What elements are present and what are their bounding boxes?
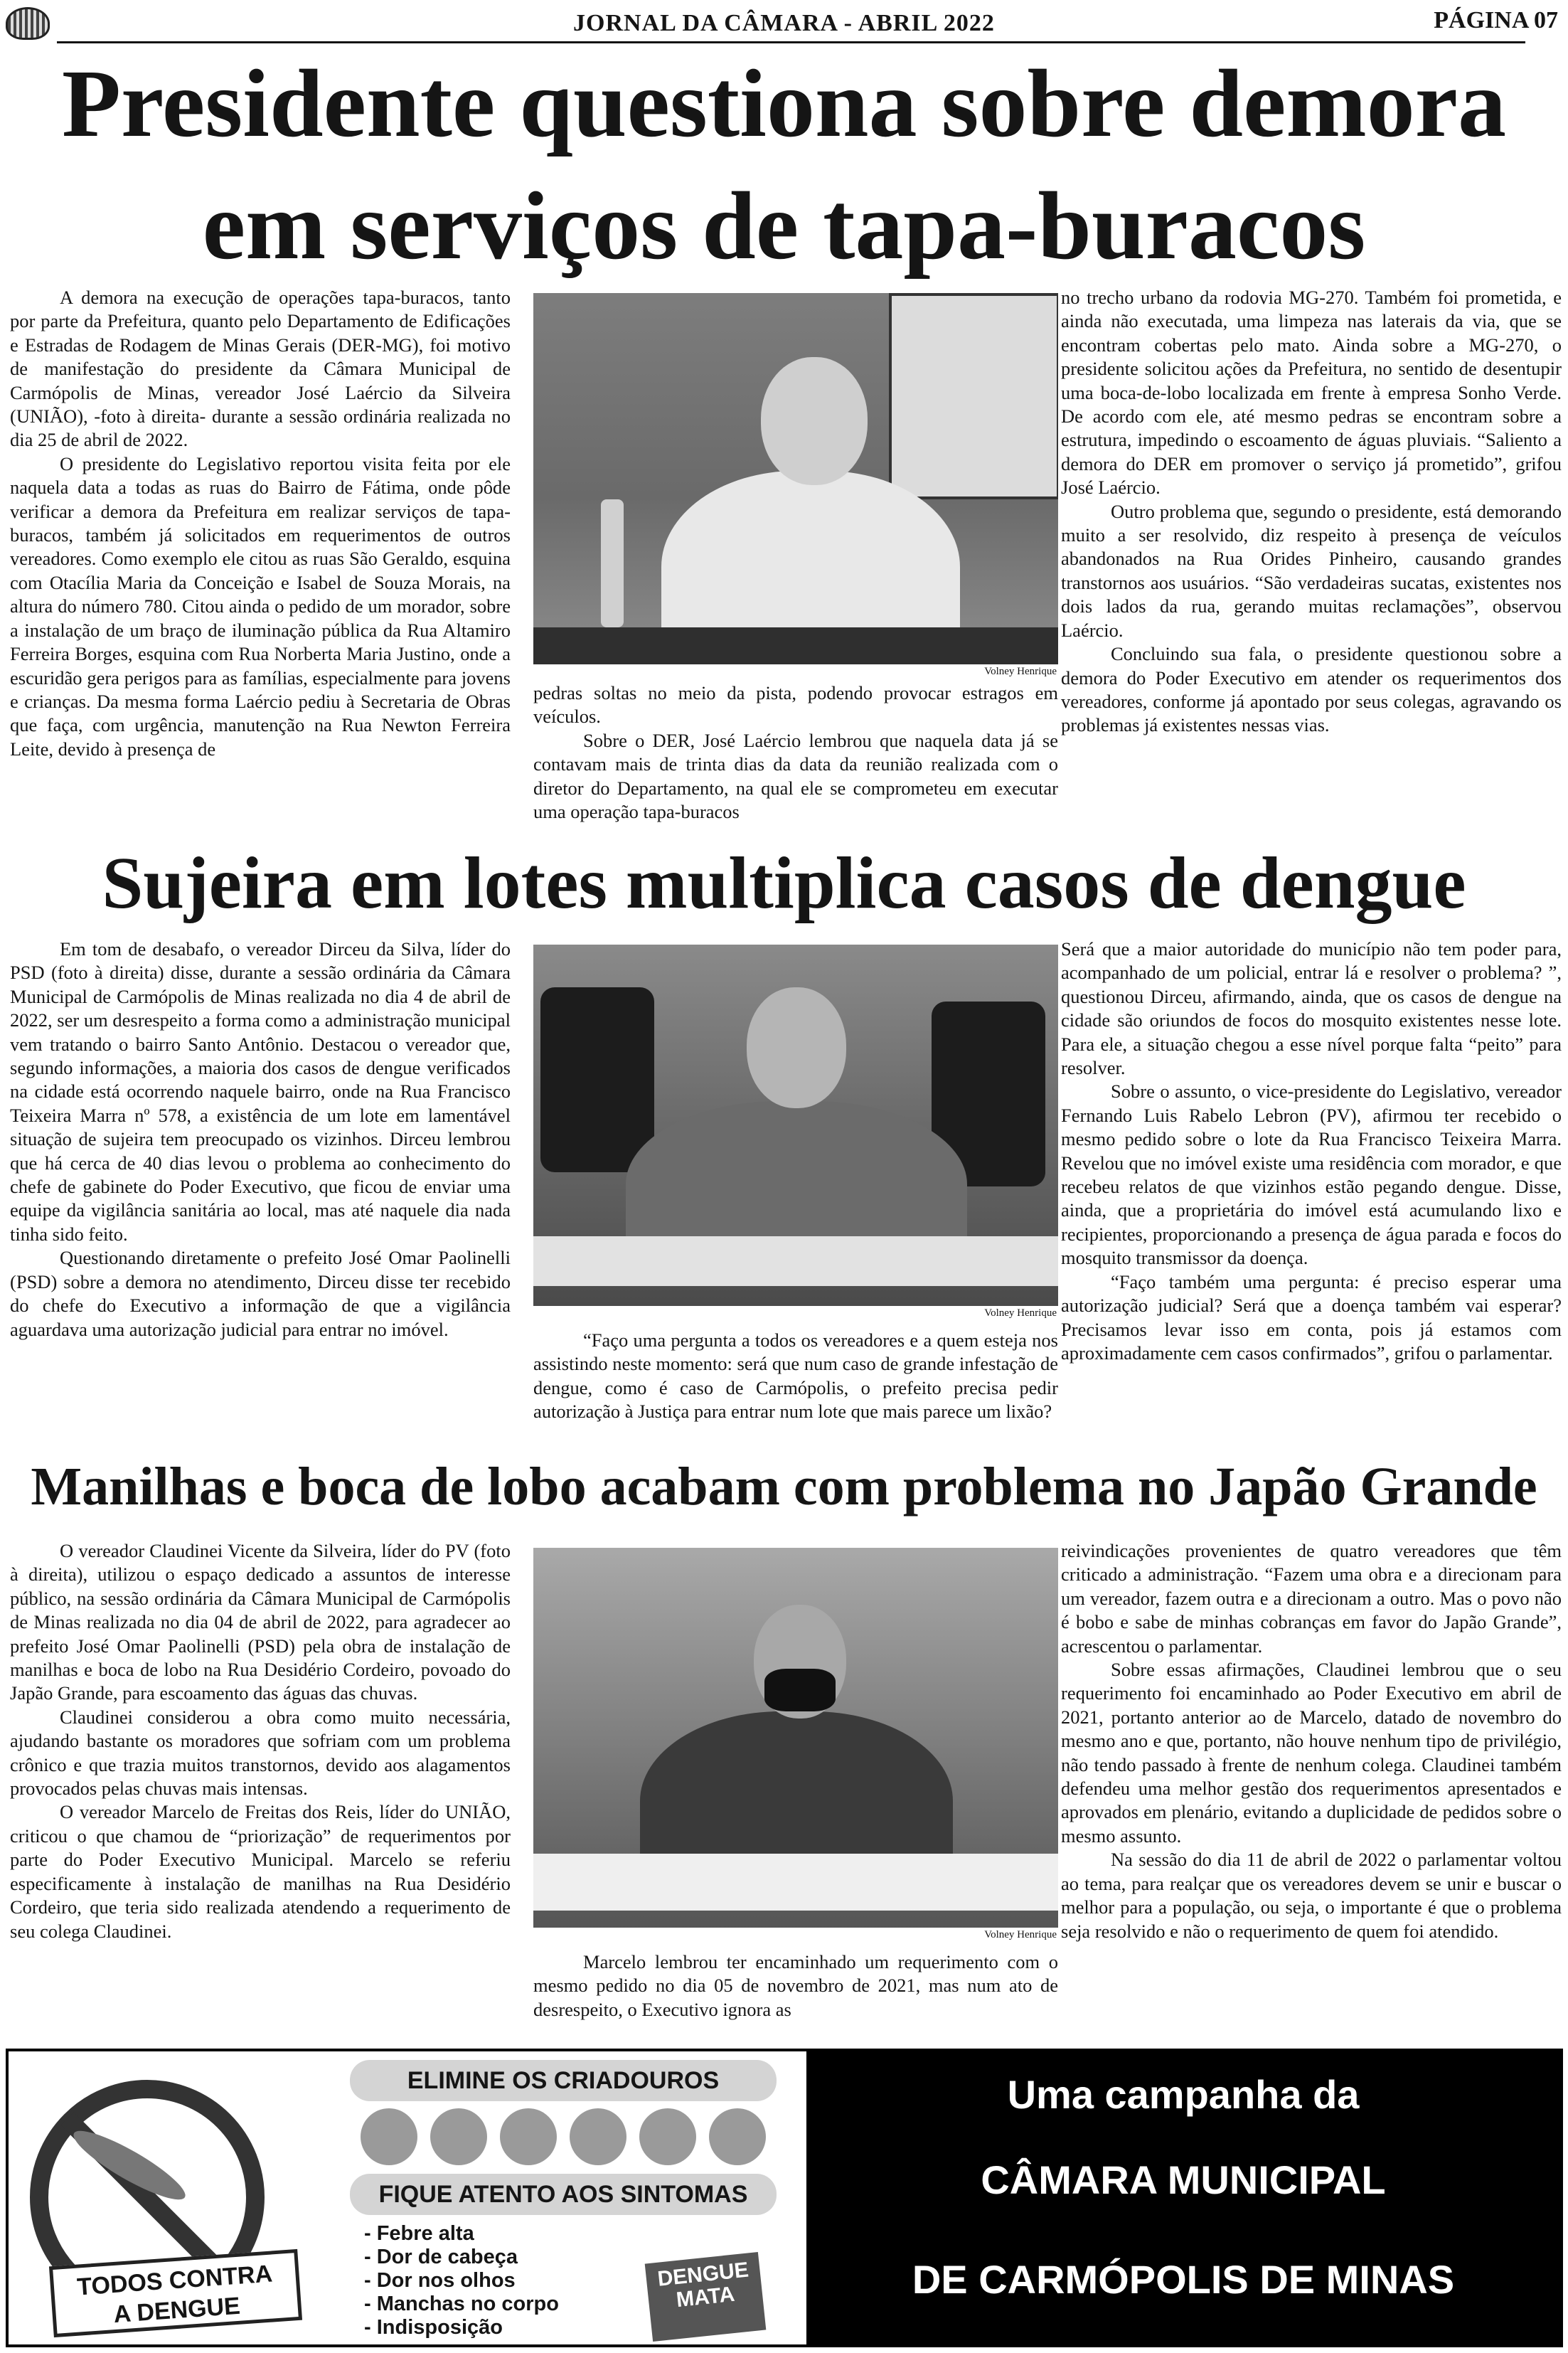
can-icon bbox=[709, 2108, 766, 2165]
bottle-icon bbox=[430, 2108, 487, 2165]
article2-title: Sujeira em lotes multiplica casos de dengue bbox=[102, 842, 1466, 924]
paragraph: Sobre o DER, José Laércio lembrou que naquela data já se contavam mais de trinta dias da data da reunião realizada com o diretor do Departamento, na qual ele se comprometeu em executar uma operação tapa-buracos bbox=[533, 729, 1058, 823]
paragraph: Concluindo sua fala, o presidente questionou sobre a demora do Poder Executivo em atender os requerimentos dos vereadores, conforme já apontado por seus colegas, agravando os problemas já existentes nessas vias. bbox=[1061, 643, 1562, 736]
article2-column-1 bbox=[10, 938, 511, 1342]
tire-icon bbox=[361, 2108, 417, 2165]
paragraph: O presidente do Legislativo reportou visita feita por ele naquela data a todas as ruas do Bairro de Fátima, onde pôde verificar a demora da Prefeitura em realizar serviços de tapa-buracos, também já solicitados em requerimentos de outros vereadores. Como exemplo ele citou as ruas São Geraldo, esquina com Otacília Maria da Conceição e Isabel de Souza Morais, na altura do número 780. Citou ainda o pedido de um morador, sobre a instalação de um braço de iluminação pública da Rua Altamiro Ferreira Borges, esquina com Rua Norberta Maria Justino, onde a escuridão gera perigos para as famílias, especialmente para jovens e crianças. Da mesma forma Laércio pediu à Secretaria de Obras que faça, com urgência, manutenção na Rua Newton Ferreira Leite, devido à presença de bbox=[10, 452, 511, 760]
article1-title-line2: em serviços de tapa-buracos bbox=[202, 173, 1366, 280]
symptom-item: - Febre alta bbox=[364, 2222, 474, 2245]
paragraph: A demora na execução de operações tapa-buracos, tanto por parte da Prefeitura, quanto pelo Departamento de Edificações e Estradas de Rodagem de Minas Gerais (DER-MG), foi motivo de manifestação do presidente da Câmara Municipal de Carmópolis de Minas, vereador José Laércio da Silveira (UNIÃO), -foto à direita- durante a sessão ordinária realizada no dia 25 de abril de 2022. bbox=[10, 287, 511, 451]
symptoms-list bbox=[364, 2222, 559, 2339]
article3-title: Manilhas e boca de lobo acabam com problema no Japão Grande bbox=[31, 1457, 1537, 1517]
paragraph: O vereador Claudinei Vicente da Silveira, líder do PV (foto à direita), utilizou o espaço dedicado a assuntos de interesse público, na sessão ordinária da Câmara Municipal de Carmópolis de Minas realizada no dia 04 de abril de 2022, para agradecer ao prefeito José Omar Paolinelli (PSD) pela obra de instalação de manilhas e boca de lobo na Rua Desidério Cordeiro, povoado do Japão Grande, para escoamento das águas das chuvas. bbox=[10, 1540, 511, 1704]
paragraph: pedras soltas no meio da pista, podendo provocar estragos em veículos. bbox=[533, 682, 1058, 728]
badge-line: MATA bbox=[675, 2282, 736, 2312]
article3-photo-credit: Volney Henrique bbox=[984, 1929, 1057, 1940]
paragraph: Será que a maior autoridade do município não tem poder para, acompanhado de um policial, entrar lá e resolver o problema? ”, questionou Dirceu, afirmando, ainda, que os casos de dengue na cidade são oriundos de focos do mosquito existentes nesse lote. Para ele, a situação chegou a esse nível porque falta “peito” para resolver. bbox=[1061, 938, 1562, 1079]
article1-photo bbox=[533, 293, 1058, 664]
paragraph: “Faço uma pergunta a todos os vereadores e a quem esteja nos assistindo neste momento: será que num caso de grande infestação de dengue, como é caso de Carmópolis, o prefeito precisa pedir autorização à Justiça para entrar num lote que mais parece um lixão? bbox=[533, 1329, 1058, 1423]
article1-column-3 bbox=[1061, 286, 1562, 738]
paragraph: Outro problema que, segundo o presidente, está demorando muito a ser resolvido, diz respeito à presença de veículos abandonados na Rua Orides Pinheiro, causando grandes transtornos aos usuários. “São verdadeiras sucatas, existentes nos dois lados da rua, gerando muitas reclamações”, observou Laércio. bbox=[1061, 500, 1562, 641]
paragraph: Sobre essas afirmações, Claudinei lembrou que o seu requerimento foi encaminhado ao Poder Executivo em abril de 2021, portanto anterior ao de Marcelo, datado de novembro do mesmo ano e que, portanto, não houve nenhum tipo de privilégio, não tendo passado à frente de nenhum colega. Claudinei também defendeu uma melhor gestão dos requerimentos apresentados e aprovados em plenário, evitando a duplicidade de pedidos sobre o mesmo assunto. bbox=[1061, 1659, 1562, 1847]
paragraph: Marcelo lembrou ter encaminhado um requerimento com o mesmo pedido no dia 05 de novembro de 2021, mas num ato de desrespeito, o Executivo ignora as bbox=[533, 1951, 1058, 2020]
campaign-line-3: DE CARMÓPOLIS DE MINAS bbox=[912, 2257, 1455, 2302]
dengue-mata-badge bbox=[645, 2252, 767, 2342]
campaign-line-2: CÂMARA MUNICIPAL bbox=[981, 2157, 1386, 2202]
article1-column-1 bbox=[10, 286, 511, 761]
paragraph: “Faço também uma pergunta: é preciso esperar uma autorização judicial? Será que a doença também vai esperar? Precisamos levar isso em conta, pois já estamos com aproximadamente cem casos confirmados”, grifou o parlamentar. bbox=[1061, 1270, 1562, 1364]
article1-column-2 bbox=[533, 681, 1058, 824]
page-number: PÁGINA 07 bbox=[1434, 7, 1558, 33]
article2-photo bbox=[533, 945, 1058, 1306]
badge-line: DENGUE bbox=[656, 2258, 750, 2291]
bucket-icon bbox=[570, 2108, 626, 2165]
dengue-campaign-banner bbox=[6, 2049, 1563, 2347]
paragraph: Na sessão do dia 11 de abril de 2022 o parlamentar voltou ao tema, para realçar que os vereadores devem se unir e buscar o melhor para a população, ou seja, o importante é que o problema seja resolvido e não o requerimento de quem foi atendido. bbox=[1061, 1849, 1562, 1942]
paragraph: Em tom de desabafo, o vereador Dirceu da Silva, líder do PSD (foto à direita) disse, durante a sessão ordinária da Câmara Municipal de Carmópolis de Minas realizada no dia 4 de abril de 2022, ser um desrespeito a forma como a administração municipal vem tratando o bairro Santo Antônio. Destacou o vereador que, segundo informações, a maioria dos casos de dengue verificados na cidade está ocorrendo naquele bairro, onde na Rua Francisco Teixeira Marra nº 578, a existência de um lote em lamentável situação de sujeira tem preocupado os vizinhos. Dirceu lembrou que há cerca de 40 dias levou o problema ao conhecimento do chefe de gabinete do Poder Executivo, que ficou de enviar uma equipe da vigilância sanitária ao local, mas até naquele dia nada tinha sido feito. bbox=[10, 938, 511, 1245]
watch-symptoms-label: FIQUE ATENTO AOS SINTOMAS bbox=[350, 2174, 777, 2215]
symptom-item: - Indisposição bbox=[364, 2316, 503, 2339]
journal-title: JORNAL DA CÂMARA - ABRIL 2022 bbox=[573, 10, 995, 36]
badge-line: A DENGUE bbox=[112, 2292, 241, 2329]
pot-icon bbox=[500, 2108, 557, 2165]
campaign-line-1: Uma campanha da bbox=[1007, 2072, 1360, 2117]
article1-photo-credit: Volney Henrique bbox=[984, 666, 1057, 677]
breeding-sites-icons bbox=[361, 2108, 766, 2165]
article2-column-3 bbox=[1061, 938, 1562, 1365]
symptom-item: - Manchas no corpo bbox=[364, 2293, 559, 2315]
campaign-poster bbox=[9, 2051, 806, 2344]
paragraph: reivindicações provenientes de quatro vereadores que têm criticado a administração. “Fazem uma obra e a direcionam para um vereador, fazem outra e a direcionam a outro. Mas o povo não é bobo e sabe de minhas cobranças em favor do Japão Grande”, acrescentou o parlamentar. bbox=[1061, 1540, 1562, 1657]
paragraph: Claudinei considerou a obra como muito necessária, ajudando bastante os moradores que sofriam com um problema crônico e que trazia muitos transtornos, devido aos alagamentos provocados pelas chuvas mais intensas. bbox=[10, 1706, 511, 1800]
paragraph: O vereador Marcelo de Freitas dos Reis, líder do UNIÃO, criticou o que chamou de “priorização” de requerimentos por parte do Poder Executivo Municipal. Marcelo se referiu especificamente à instalação de manilhas na Rua Desidério Cordeiro, que teria sido realizada atendendo a requerimento de seu colega Claudinei. bbox=[10, 1801, 511, 1942]
eliminate-breeding-sites-label: ELIMINE OS CRIADOUROS bbox=[350, 2060, 777, 2101]
article2-column-2 bbox=[533, 1329, 1058, 1424]
header-rule bbox=[57, 41, 1525, 43]
article3-column-3 bbox=[1061, 1539, 1562, 1943]
article2-photo-credit: Volney Henrique bbox=[984, 1307, 1057, 1319]
paragraph: Questionando diretamente o prefeito José Omar Paolinelli (PSD) sobre a demora no atendimento, Dirceu disse ter recebido do chefe do Executivo a informação de que a vigilância aguardava uma autorização judicial para entrar no imóvel. bbox=[10, 1247, 511, 1340]
symptom-item: - Dor de cabeça bbox=[364, 2246, 518, 2268]
badge-line: TODOS CONTRA bbox=[76, 2260, 274, 2301]
page-header bbox=[0, 0, 1568, 47]
paragraph: no trecho urbano da rodovia MG-270. Também foi prometida, e ainda não executada, uma limpeza nas laterais da via, que se encontram cobertas pelo mato. Ainda sobre a MG-270, o presidente solicitou ações da Prefeitura, no sentido de desentupir uma boca-de-lobo localizada em frente à empresa Sonho Verde. De acordo com ele, até mesmo pedras se encontram sobre a estrutura, impedindo o escoamento de águas pluviais. “Saliento a demora do DER em promover o serviço já prometido”, grifou José Laércio. bbox=[1061, 287, 1562, 499]
gutter-icon bbox=[639, 2108, 696, 2165]
article3-column-2 bbox=[533, 1950, 1058, 2022]
article1-title-line1: Presidente questiona sobre demora bbox=[61, 51, 1507, 157]
article3-photo bbox=[533, 1548, 1058, 1928]
campaign-sponsor bbox=[806, 2051, 1560, 2344]
symptom-item: - Dor nos olhos bbox=[364, 2269, 516, 2292]
paragraph: Sobre o assunto, o vice-presidente do Legislativo, vereador Fernando Luis Rabelo Lebron (PV), afirmou ter recebido o mesmo pedido sobre o lote da Rua Francisco Teixeira Marra. Revelou que no imóvel existe uma residência com morador, e que recebeu relatos de que vizinhos estão pegando dengue. Disse, ainda, que a proprietária do imóvel está acumulando lixo e recipientes, proporcionando a presença de água parada e focos do mosquito transmissor da doença. bbox=[1061, 1080, 1562, 1269]
article3-column-1 bbox=[10, 1539, 511, 1943]
